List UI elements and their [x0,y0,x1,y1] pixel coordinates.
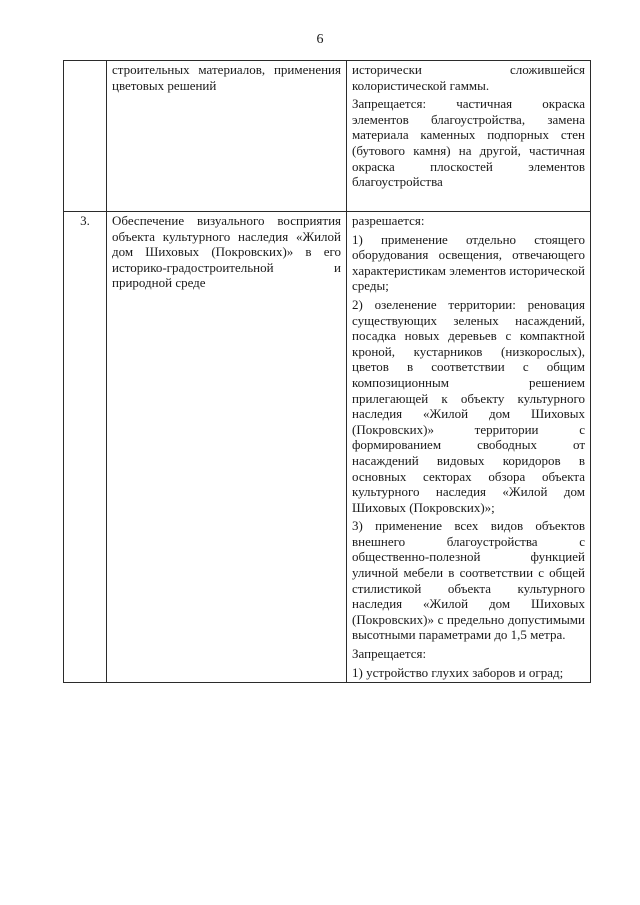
requirement-text: исторически сложившейся колористической гаммы. [352,62,585,93]
row-number-cell [64,61,107,212]
prohibition-text: Запрещается: частичная окраска элементов благоустройства, замена материала каменных подпорных стен (бутового камня) на другой, частичная окраска плоскостей элементов благоустройства [352,96,585,190]
permitted-item-3: 3) применение всех видов объектов внешнего благоустройства с общественно-полезной функцией уличной мебели в соответствии с общей стилистикой объекта культурного наследия «Жилой дом Шиховых (Покровских)» с предельно допустимыми высотными параметрами до 1,5 метра. [352,518,585,643]
permitted-item-2: 2) озеленение территории: реновация существующих зеленых насаждений, посадка новых деревьев с компактной кроной, кустарников (низкорослых), цветов в соответствии с общим композиционным решением прилегающей к объекту культурного наследия «Жилой дом Шиховых (Покровских)» территории с формированием свободных от насаждений видовых коридоров в основных секторах обзора объекта культурного наследия «Жилой дом Шиховых (Покровских)»; [352,296,585,515]
table-row [64,212,591,683]
subject-cell: строительных материалов, применения цветовых решений [107,61,347,212]
requirements-cell [347,61,591,212]
permitted-item-1: 1) применение отдельно стоящего оборудования освещения, отвечающего характеристикам элементов исторической среды; [352,231,585,294]
row-number-cell: 3. [64,212,107,683]
regulations-table [63,60,590,683]
prohibited-heading: Запрещается: [352,646,427,662]
prohibited-item-1: 1) устройство глухих заборов и оград; [352,664,564,680]
subject-cell: Обеспечение визуального восприятия объекта культурного наследия «Жилой дом Шиховых (Покровских)» в его историко-градостроительной и природной среде [107,212,347,683]
permitted-heading: разрешается: [352,213,425,228]
page-number: 6 [316,32,324,47]
requirements-cell [347,212,591,683]
table-row [64,61,591,212]
